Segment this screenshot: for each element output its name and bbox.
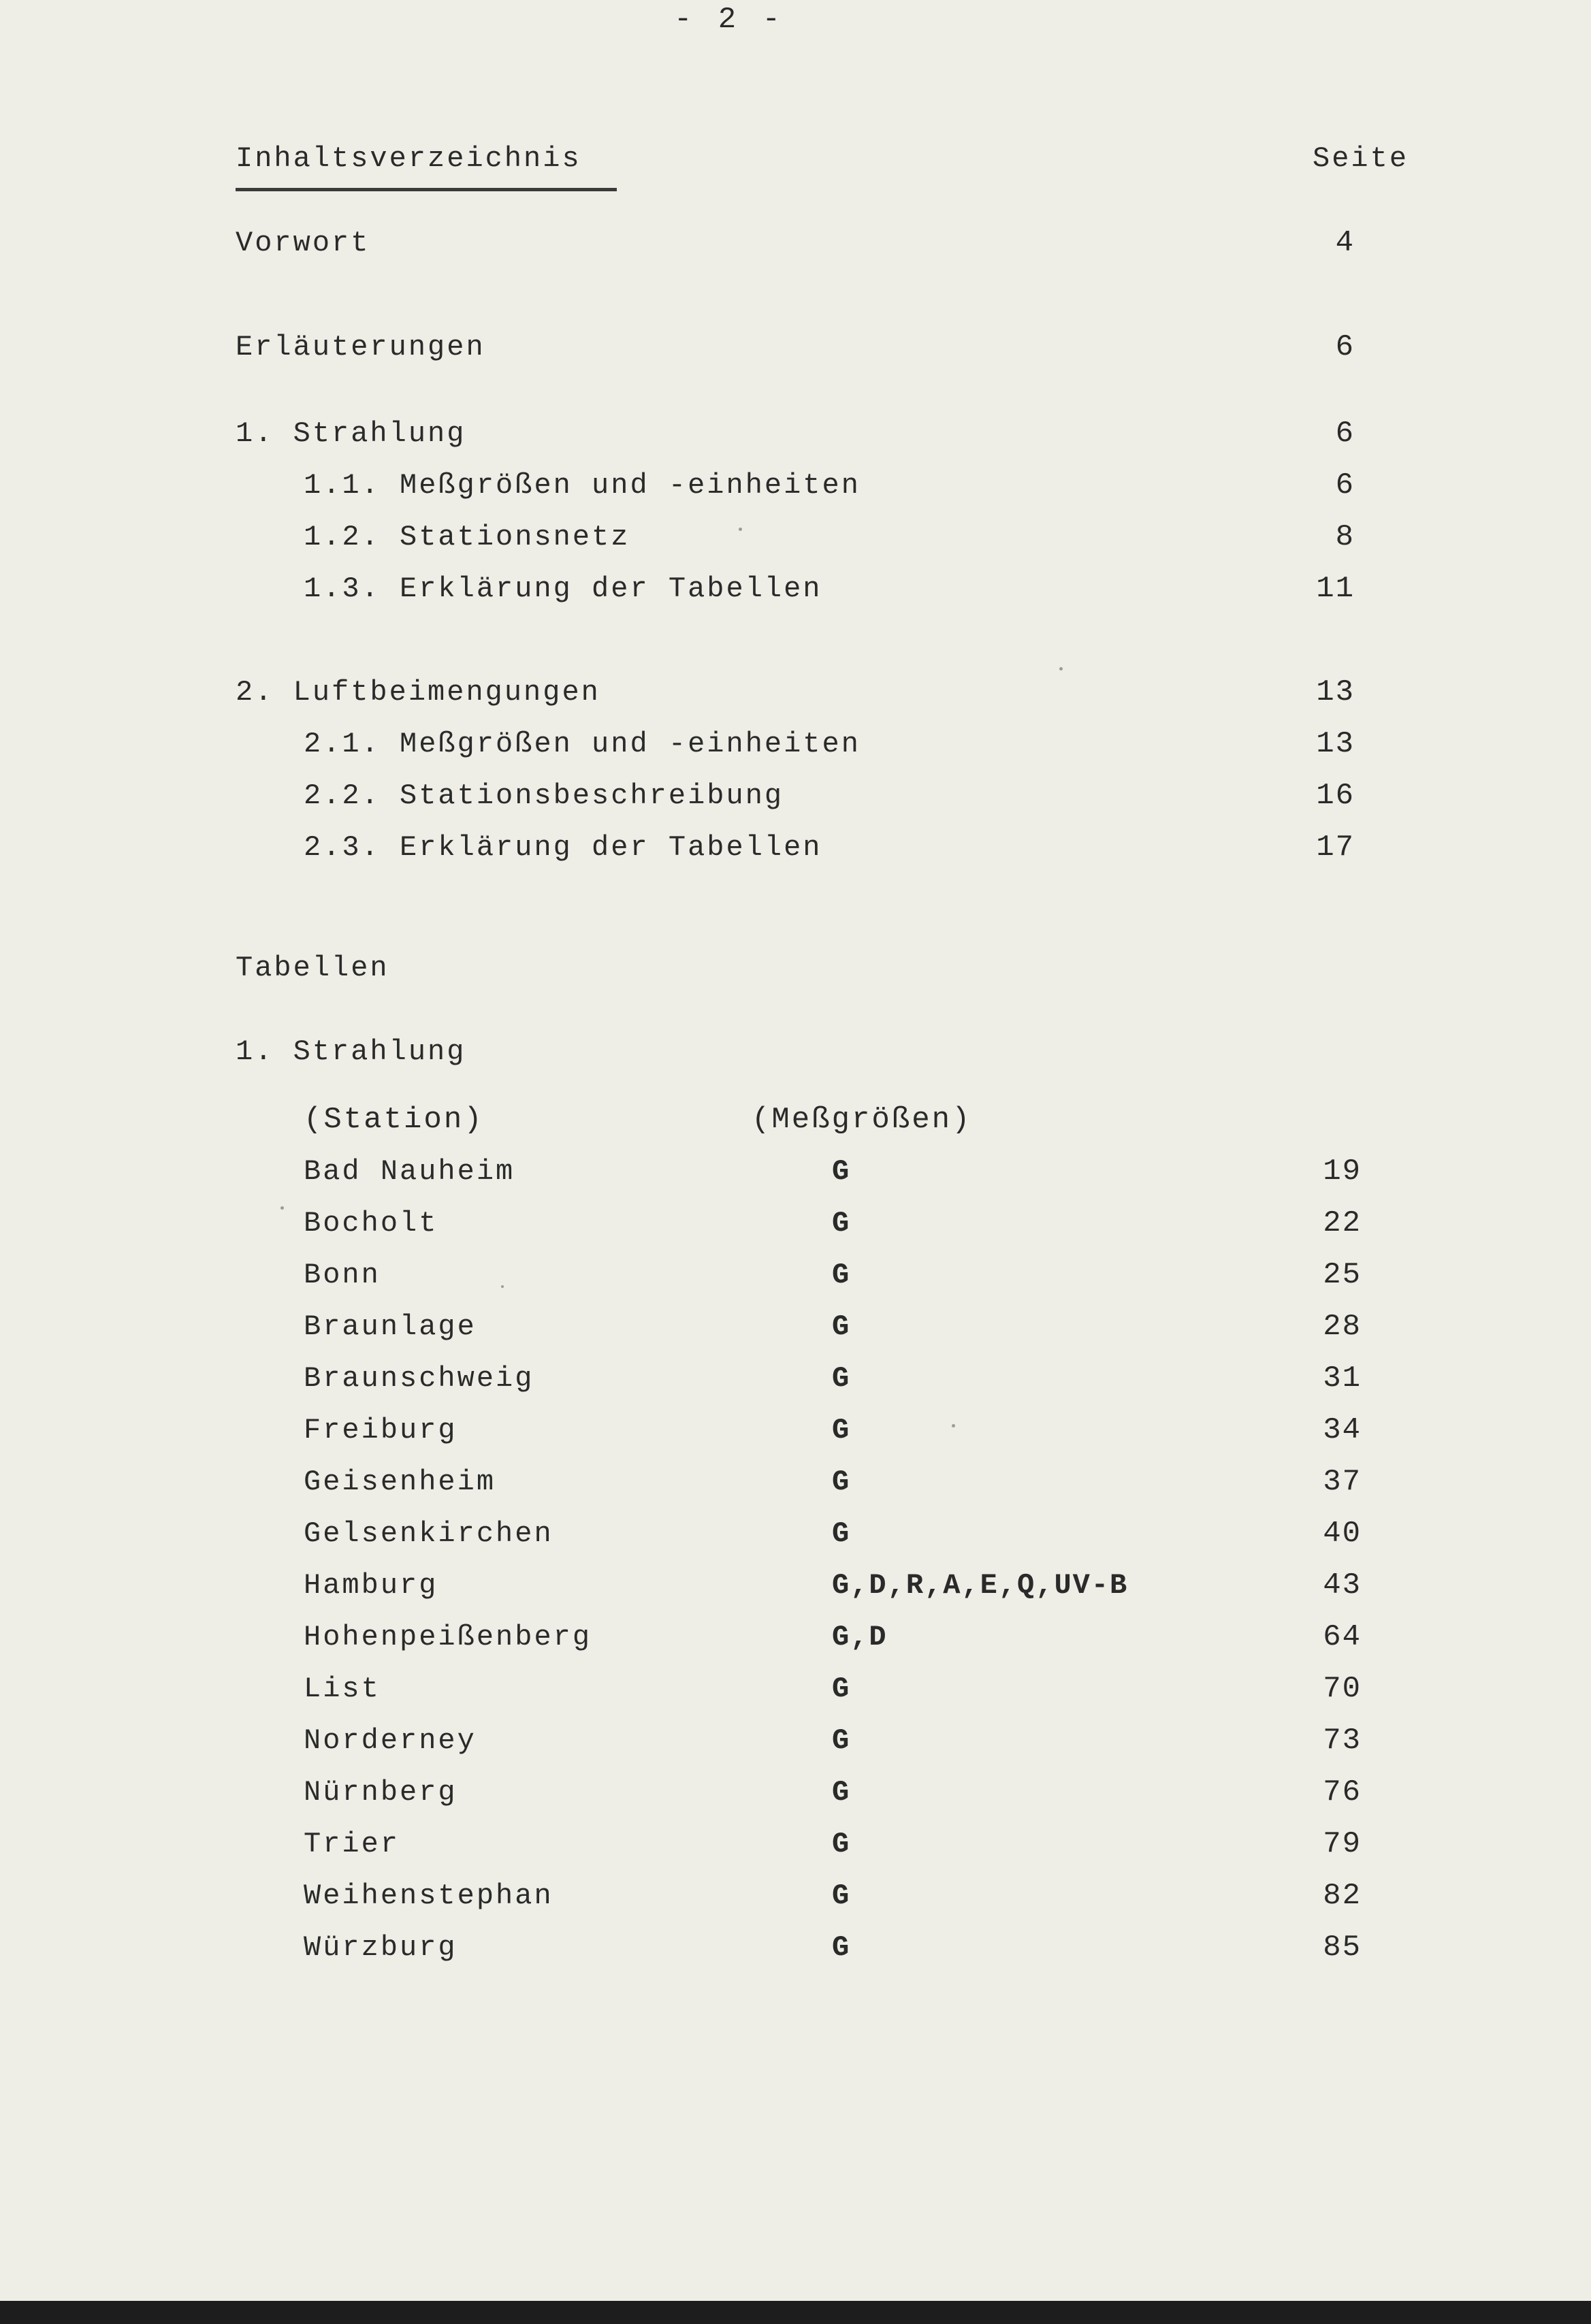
- station-name: Geisenheim: [304, 1466, 496, 1498]
- station-name: Norderney: [304, 1724, 477, 1757]
- station-page: 28: [1323, 1310, 1362, 1344]
- station-name: Würzburg: [304, 1931, 457, 1964]
- toc-page-vorwort: 4: [1335, 226, 1355, 260]
- page-column-label: Seite: [1313, 142, 1409, 175]
- toc-subentry: 2.2. Stationsbeschreibung: [304, 779, 784, 812]
- station-page: 22: [1323, 1206, 1362, 1240]
- station-measures: G: [832, 1466, 851, 1498]
- station-measures: G: [832, 1207, 851, 1240]
- station-measures: G: [832, 1879, 851, 1912]
- paper-speck: [952, 1424, 955, 1427]
- station-name: Freiburg: [304, 1414, 457, 1447]
- toc-entry-erlaeuterungen: Erläuterungen: [236, 331, 485, 364]
- station-name: List: [304, 1673, 381, 1705]
- tables-subheading: 1. Strahlung: [236, 1035, 466, 1068]
- toc-subentry: 1.2. Stationsnetz: [304, 521, 630, 553]
- station-name: Bocholt: [304, 1207, 438, 1240]
- station-page: 64: [1323, 1620, 1362, 1654]
- station-name: Hohenpeißenberg: [304, 1621, 592, 1653]
- column-header-measures: (Meßgrößen): [752, 1103, 972, 1137]
- station-page: 79: [1323, 1827, 1362, 1861]
- toc-entry-vorwort: Vorwort: [236, 227, 370, 259]
- toc-page-section-strahlung: 6: [1335, 417, 1355, 451]
- column-header-station: (Station): [304, 1103, 484, 1137]
- station-measures: G: [832, 1776, 851, 1809]
- station-name: Trier: [304, 1828, 400, 1860]
- toc-subpage: 16: [1316, 779, 1355, 813]
- station-name: Hamburg: [304, 1569, 438, 1602]
- toc-section-luftbeimengungen: 2. Luftbeimengungen: [236, 676, 600, 709]
- station-page: 40: [1323, 1517, 1362, 1551]
- paper-speck: [1059, 667, 1063, 671]
- station-measures: G: [832, 1931, 851, 1964]
- toc-subpage: 13: [1316, 727, 1355, 761]
- station-page: 70: [1323, 1672, 1362, 1706]
- toc-subpage: 17: [1316, 830, 1355, 865]
- station-name: Braunlage: [304, 1310, 477, 1343]
- paper-speck: [739, 528, 742, 531]
- station-name: Nürnberg: [304, 1776, 457, 1809]
- station-page: 34: [1323, 1413, 1362, 1447]
- toc-subpage: 11: [1316, 572, 1355, 606]
- toc-page-erlaeuterungen: 6: [1335, 330, 1355, 364]
- station-page: 43: [1323, 1568, 1362, 1602]
- station-measures: G: [832, 1362, 851, 1395]
- toc-subentry: 1.1. Meßgrößen und -einheiten: [304, 469, 861, 502]
- paper-speck: [501, 1285, 504, 1288]
- station-name: Gelsenkirchen: [304, 1517, 553, 1550]
- toc-title-underline: [236, 188, 617, 191]
- toc-subentry: 2.3. Erklärung der Tabellen: [304, 831, 822, 864]
- station-measures: G,D,R,A,E,Q,UV-B: [832, 1569, 1129, 1602]
- station-page: 31: [1323, 1361, 1362, 1395]
- paper-speck: [280, 1206, 284, 1210]
- station-name: Braunschweig: [304, 1362, 534, 1395]
- toc-subpage: 8: [1335, 520, 1355, 554]
- station-measures: G: [832, 1310, 851, 1343]
- toc-title: Inhaltsverzeichnis: [236, 142, 581, 175]
- toc-subpage: 6: [1335, 468, 1355, 502]
- scan-border: [0, 2301, 1591, 2324]
- toc-section-strahlung: 1. Strahlung: [236, 417, 466, 450]
- toc-subentry: 1.3. Erklärung der Tabellen: [304, 572, 822, 605]
- station-name: Bad Nauheim: [304, 1155, 515, 1188]
- station-name: Bonn: [304, 1259, 381, 1291]
- page-number: - 2 -: [674, 3, 785, 37]
- station-page: 76: [1323, 1775, 1362, 1809]
- station-measures: G: [832, 1673, 851, 1705]
- toc-page-section-luftbeimengungen: 13: [1316, 675, 1355, 709]
- station-page: 19: [1323, 1155, 1362, 1189]
- station-page: 25: [1323, 1258, 1362, 1292]
- station-page: 37: [1323, 1465, 1362, 1499]
- tables-heading: Tabellen: [236, 952, 389, 984]
- station-measures: G,D: [832, 1621, 888, 1653]
- station-measures: G: [832, 1259, 851, 1291]
- station-measures: G: [832, 1517, 851, 1550]
- station-page: 85: [1323, 1931, 1362, 1965]
- station-page: 82: [1323, 1879, 1362, 1913]
- station-measures: G: [832, 1414, 851, 1447]
- station-measures: G: [832, 1724, 851, 1757]
- station-name: Weihenstephan: [304, 1879, 553, 1912]
- station-page: 73: [1323, 1724, 1362, 1758]
- station-measures: G: [832, 1155, 851, 1188]
- station-measures: G: [832, 1828, 851, 1860]
- toc-subentry: 2.1. Meßgrößen und -einheiten: [304, 728, 861, 760]
